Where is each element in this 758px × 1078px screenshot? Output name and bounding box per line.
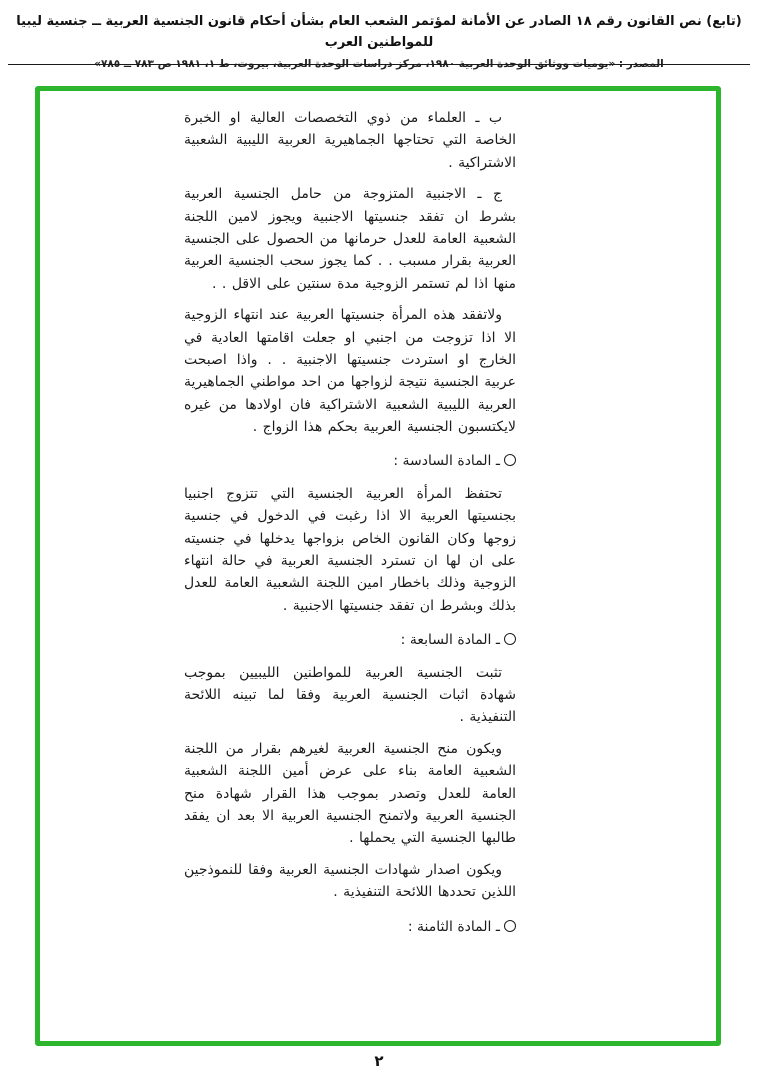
- body-paragraph: تحتفظ المرأة العربية الجنسية التي تتزوج اجنبيا بجنسيتها العربية الا اذا رغبت في الدخول في جنسية زوجها وكان القانون الخاص بزواجها يدخلها في جنسيته على ان لها ان تسترد الجنسية العربية في حالة انتهاء الزوجية وذلك باخطار امين اللجنة الشعبية العامة للعدل بذلك وبشرط ان تفقد جنسيتها الاجنبية .: [184, 485, 516, 614]
- document-source: المصدر : «يوميات ووثائق الوحدة العربية ١٩٨٠، مركز دراسات الوحدة العربية، بيروت، ط ١، ١٩٨١ ص ٧٨٣ ــ ٧٨٥»: [94, 57, 664, 70]
- body-text: [184, 91, 516, 938]
- header-divider: [8, 64, 750, 65]
- body-paragraph: ج ـ الاجنبية المتزوجة من حامل الجنسية العربية بشرط ان تفقد جنسيتها الاجنبية ويجوز لامين اللجنة الشعبية العامة للعدل حرمانها من الحصول على الجنسية العربية بقرار مسبب . . كما يجوز سحب الجنسية العربية منها اذا لم تستمر الزوجية مدة سنتين على الاقل . .: [184, 186, 516, 292]
- document-title: (تابع) نص القانون رقم ١٨ الصادر عن الأمانة لمؤتمر الشعب العام بشأن أحكام قانون الجنسية العربية ــ جنسية ليبيا للمواطنين العرب: [16, 14, 742, 50]
- body-paragraph: ويكون اصدار شهادات الجنسية العربية وفقا للنموذجين اللذين تحددها اللائحة التنفيذية .: [184, 861, 516, 901]
- circle-bullet-icon: [504, 633, 516, 645]
- circle-bullet-icon: [504, 920, 516, 932]
- article-heading-label: ـ المادة الثامنة :: [407, 918, 500, 935]
- body-paragraph: ب ـ العلماء من ذوي التخصصات العالية او الخبرة الخاصة التي تحتاجها الجماهيرية العربية الليبية الشعبية الاشتراكية .: [184, 110, 516, 171]
- article-heading-label: ـ المادة السادسة :: [393, 453, 500, 470]
- page-header: [8, 12, 750, 70]
- body-paragraph: ويكون منح الجنسية العربية لغيرهم بقرار من اللجنة الشعبية العامة بناء على عرض أمين اللجنة الشعبية العامة للعدل وتصدر بموجب هذا القرار شهادة منح الجنسية العربية ولاتمنح الجنسية العربية الا بعد ان يفقد طالبها الجنسية التي يحملها .: [184, 740, 516, 847]
- body-paragraph: تثبت الجنسية العربية للمواطنين الليبيين بموجب شهادة اثبات الجنسية العربية وفقا لما تبينه اللائحة التنفيذية .: [184, 664, 516, 726]
- circle-bullet-icon: [504, 454, 516, 466]
- article-heading: [184, 629, 516, 651]
- body-paragraph: ولاتفقد هذه المرأة جنسيتها العربية عند انتهاء الزوجية الا اذا تزوجت من اجنبي او جعلت اقامتها العادية في الخارج او استردت جنسيتها الاجنبية . . واذا اصبحت عربية الجنسية نتيجة لزواجها من احد مواطني الجماهيرية العربية الليبية الشعبية الاشتراكية فان اولادها من غيره لايكتسبون الجنسية العربية بحكم هذا الزواج .: [184, 307, 516, 436]
- content-frame: [35, 86, 721, 1046]
- page-number: ٢: [374, 1052, 384, 1070]
- article-heading-label: ـ المادة السابعة :: [400, 632, 500, 649]
- article-heading: [184, 450, 516, 472]
- article-heading: [184, 916, 516, 938]
